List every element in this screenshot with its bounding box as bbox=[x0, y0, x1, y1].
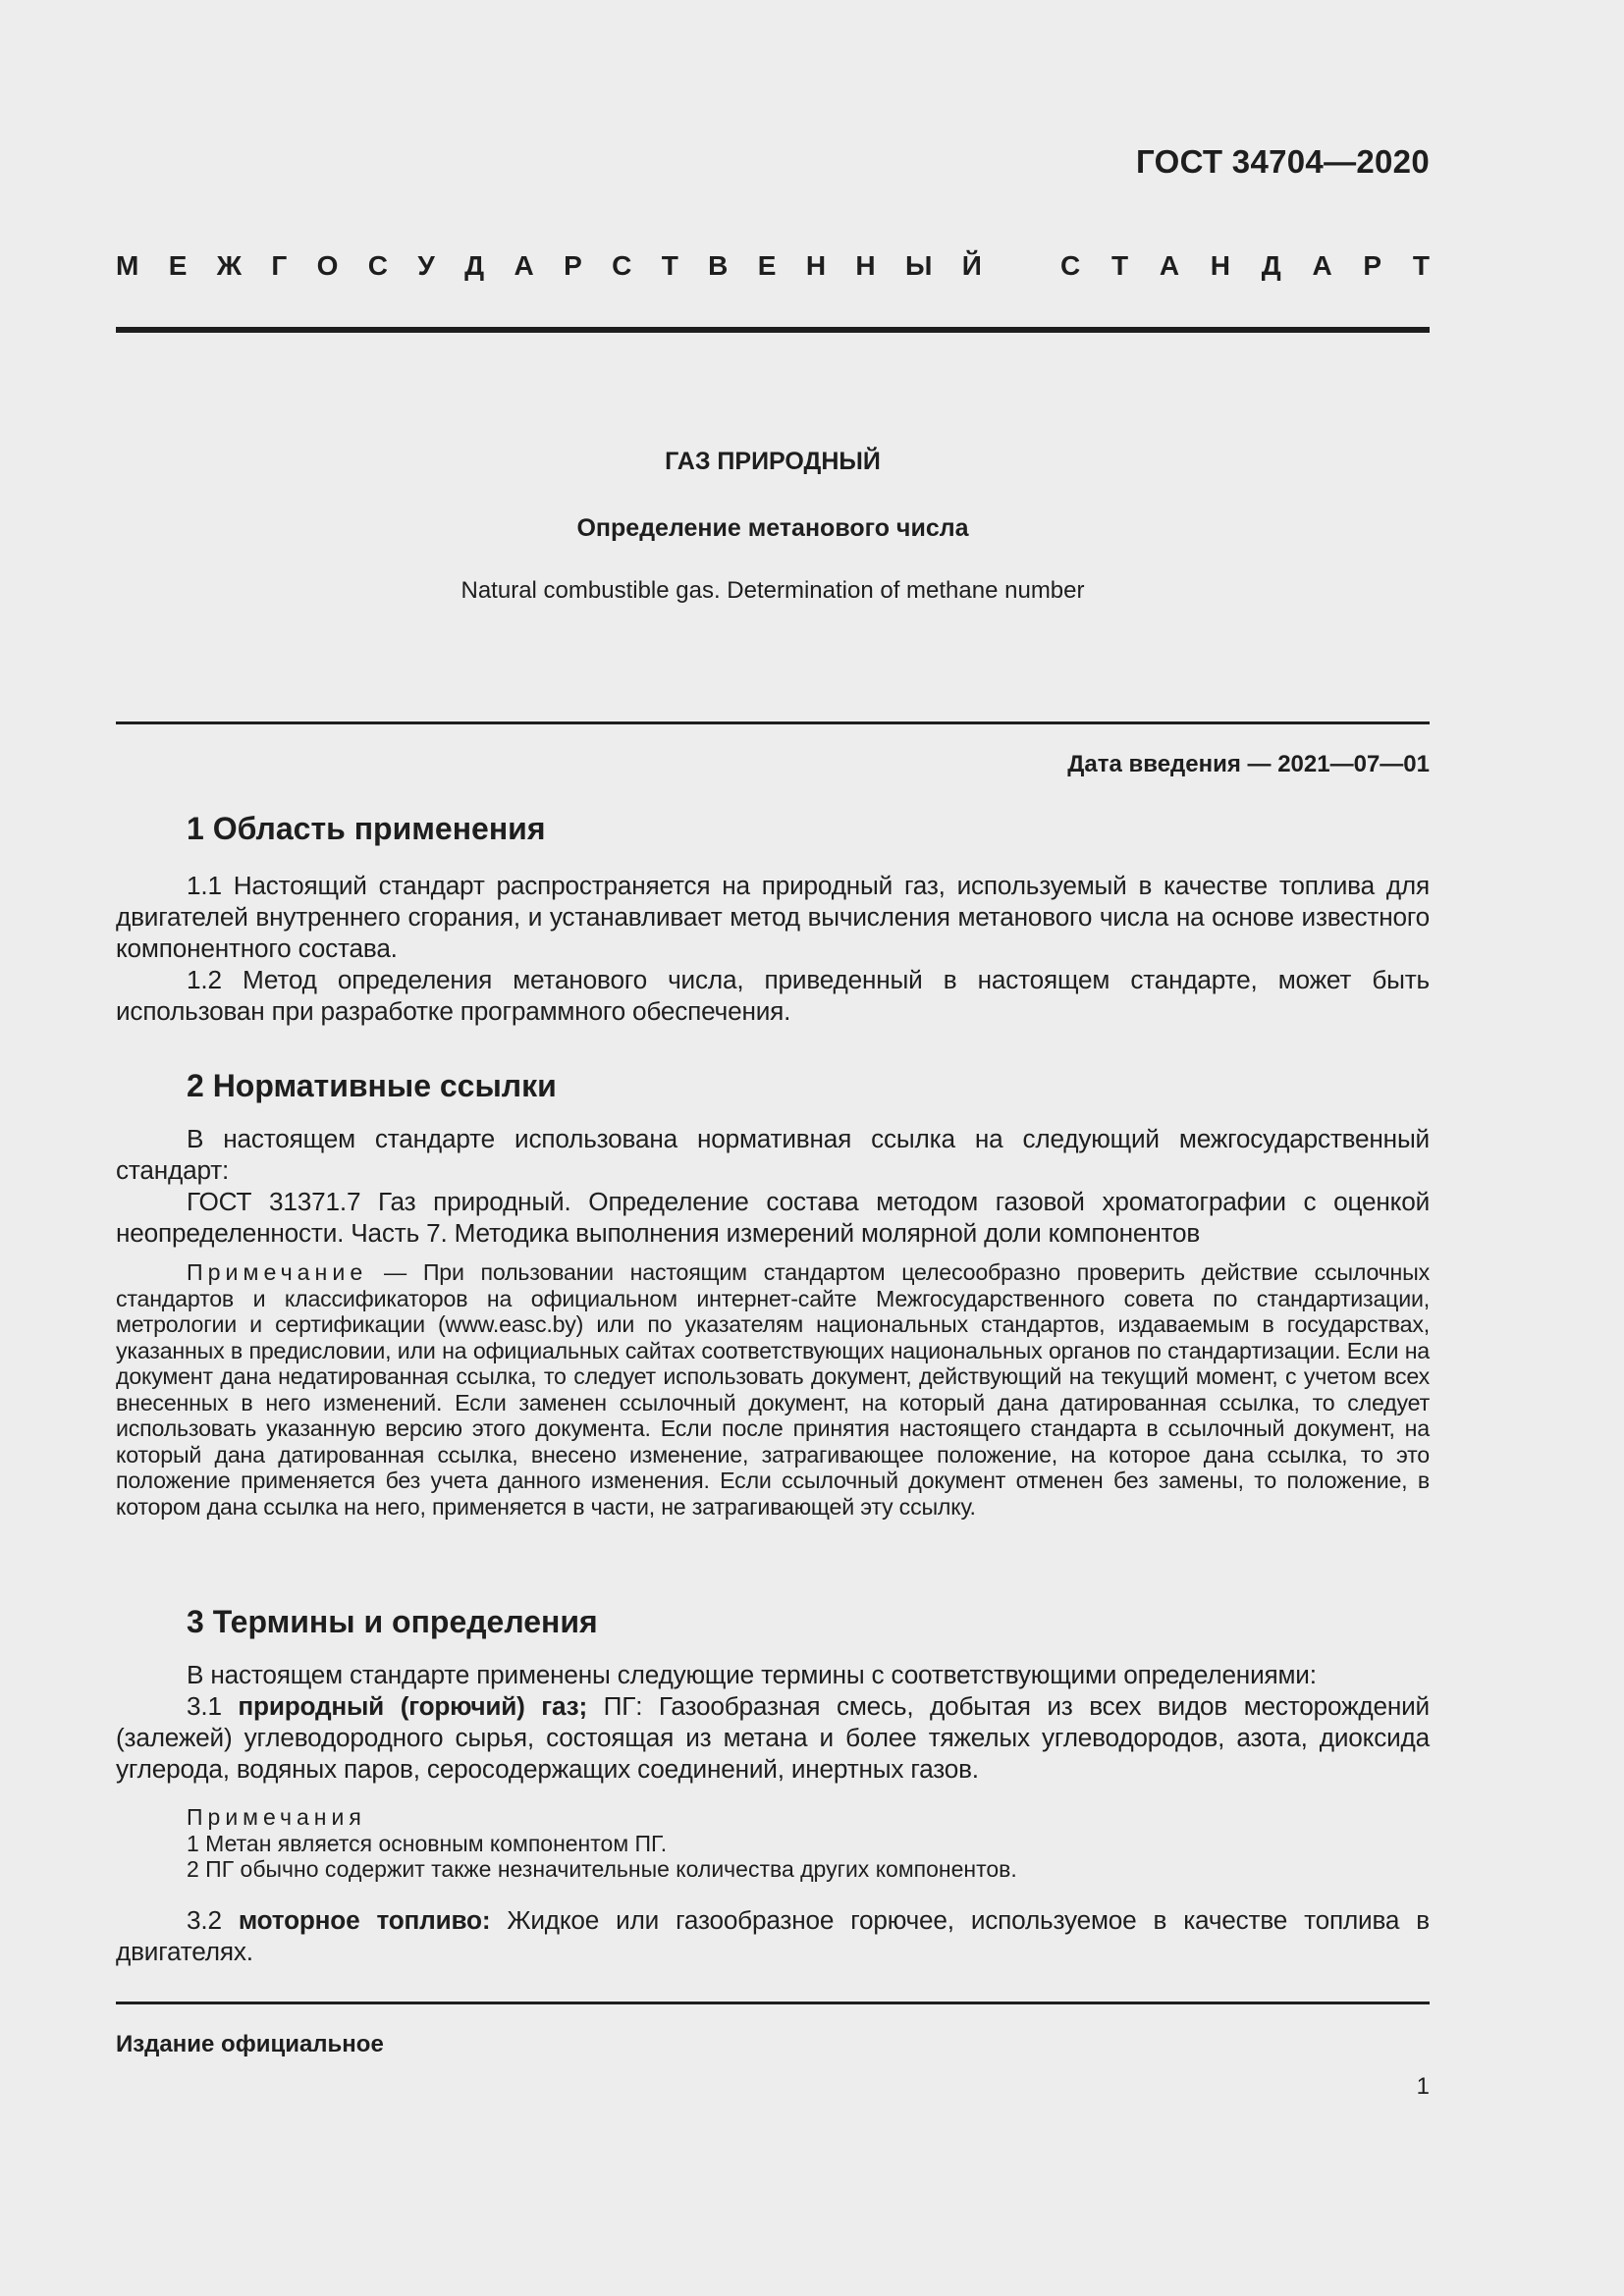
banner-letter: Т bbox=[661, 250, 678, 281]
standard-banner bbox=[116, 249, 1430, 283]
section-1-body bbox=[116, 870, 1430, 1027]
banner-word-interstate bbox=[116, 249, 982, 283]
banner-letter: Р bbox=[1363, 250, 1382, 281]
document-subtitle: Определение метанового числа bbox=[576, 514, 969, 542]
term-3-1: 3.1 природный (горючий) газ; ПГ: Газообразная смесь, добытая из всех видов месторождений (залежей) углеводородного сырья, состоящая из метана и более тяжелых углеводородов, азота, диоксида углерода, водяных паров, серосодержащих соединений, инертных газов. bbox=[116, 1691, 1430, 1784]
banner-letter: Н bbox=[1210, 250, 1231, 281]
term-3-1-definition: ПГ: Газообразная смесь, добытая из всех видов месторождений (залежей) углеводородного сырья, состоящая из метана и более тяжелых углеводородов, азота, диоксида углерода, водяных паров, серосодержащих соединений, инертных газов. bbox=[116, 1691, 1430, 1784]
note-text: — При пользовании настоящим стандартом целесообразно проверить действие ссылочных стандартов и классификаторов на официальном интернет-сайте Межгосударственного совета по стандартизации, метрологии и сертификации (www.easc.by) или по указателям национальных стандартов, издаваемым в государствах, указанных в предисловии, или на официальных сайтах соответствующих национальных органов по стандартизации. Если на документ дана недатированная ссылка, то следует использовать документ, действующий на текущий момент, с учетом всех внесенных в него изменений. Если заменен ссылочный документ, на который дана датированная ссылка, то следует использовать указанную версию этого документа. Если после принятия настоящего стандарта в ссылочный документ, на который дана датированная ссылка, внесено изменение, затрагивающее положение, на которое дана ссылка, то это положение применяется без учета данного изменения. Если ссылочный документ отменен без замены, то положение, в котором дана ссылка на него, применяется в части, не затрагивающей эту ссылку. bbox=[116, 1259, 1430, 1520]
note-item-1: 1 Метан является основным компонентом ПГ. bbox=[187, 1830, 668, 1856]
paragraph-2-intro: В настоящем стандарте использована нормативная ссылка на следующий межгосударственный стандарт: bbox=[116, 1124, 1430, 1185]
banner-letter: Т bbox=[1412, 250, 1430, 281]
introduction-date: Дата введения — 2021—07—01 bbox=[1067, 751, 1430, 777]
banner-letter: Й bbox=[961, 250, 982, 281]
section-3-notes bbox=[187, 1804, 1017, 1883]
banner-letter: С bbox=[367, 250, 389, 281]
document-page bbox=[116, 0, 1430, 2296]
section-2-body bbox=[116, 1123, 1430, 1249]
banner-letter: А bbox=[1312, 250, 1332, 281]
document-title-english: Natural combustible gas. Determination of methane number bbox=[460, 577, 1085, 604]
banner-letter: А bbox=[514, 250, 534, 281]
note-label: Примечание bbox=[187, 1259, 368, 1285]
section-2-heading: 2 Нормативные ссылки bbox=[187, 1068, 557, 1103]
note-item-2: 2 ПГ обычно содержит также незначительные количества других компонентов. bbox=[187, 1856, 1017, 1882]
term-3-2: 3.2 моторное топливо: Жидкое или газообразное горючее, используемое в качестве топлива в двигателях. bbox=[116, 1905, 1430, 1966]
banner-letter: Е bbox=[757, 250, 777, 281]
banner-letter: Н bbox=[805, 250, 827, 281]
banner-letter: О bbox=[316, 250, 339, 281]
term-3-2-name: моторное топливо: bbox=[238, 1905, 491, 1935]
banner-letter: В bbox=[708, 250, 729, 281]
term-3-1-name: природный (горючий) газ; bbox=[238, 1691, 587, 1721]
banner-letter: А bbox=[1159, 250, 1180, 281]
banner-letter: Д bbox=[464, 250, 485, 281]
banner-letter: Е bbox=[168, 250, 188, 281]
banner-letter: С bbox=[1060, 250, 1081, 281]
paragraph-2-reference: ГОСТ 31371.7 Газ природный. Определение состава методом газовой хроматографии с оценкой неопределенности. Часть 7. Методика выполнения измерений молярной доли компонентов bbox=[116, 1187, 1430, 1248]
footer-rule bbox=[116, 2002, 1430, 2004]
banner-letter: М bbox=[116, 250, 139, 281]
banner-letter: С bbox=[612, 250, 632, 281]
banner-letter: Ы bbox=[905, 250, 933, 281]
section-1-heading: 1 Область применения bbox=[187, 811, 546, 846]
paragraph-1-2: 1.2 Метод определения метанового числа, приведенный в настоящем стандарте, может быть использован при разработке программного обеспечения. bbox=[116, 965, 1430, 1026]
section-3-heading: 3 Термины и определения bbox=[187, 1604, 598, 1639]
banner-word-standard bbox=[1060, 249, 1430, 283]
header-rule bbox=[116, 327, 1430, 333]
title-rule bbox=[116, 721, 1430, 724]
banner-letter: Ж bbox=[216, 250, 243, 281]
official-edition-label: Издание официальное bbox=[116, 2031, 384, 2057]
banner-letter: Р bbox=[564, 250, 582, 281]
banner-letter: Г bbox=[271, 250, 288, 281]
term-3-2-definition: Жидкое или газообразное горючее, используемое в качестве топлива в двигателях. bbox=[116, 1905, 1430, 1966]
section-3-body bbox=[116, 1659, 1430, 1785]
paragraph-1-1: 1.1 Настоящий стандарт распространяется на природный газ, используемый в качестве топлива для двигателей внутреннего сгорания, и устанавливает метод вычисления метанового числа на основе известного компонентного состава. bbox=[116, 871, 1430, 963]
notes-label: Примечания bbox=[187, 1804, 366, 1830]
banner-letter: Н bbox=[855, 250, 876, 281]
document-title: ГАЗ ПРИРОДНЫЙ bbox=[665, 448, 881, 475]
section-2-note bbox=[116, 1259, 1430, 1520]
banner-letter: У bbox=[417, 250, 435, 281]
section-3-term-2 bbox=[116, 1904, 1430, 1967]
paragraph-3-intro: В настоящем стандарте применены следующие термины с соответствующими определениями: bbox=[187, 1660, 1317, 1689]
banner-letter: Д bbox=[1261, 250, 1281, 281]
document-code: ГОСТ 34704—2020 bbox=[1136, 143, 1430, 180]
banner-letter: Т bbox=[1110, 250, 1129, 281]
page-number: 1 bbox=[1416, 2073, 1430, 2100]
